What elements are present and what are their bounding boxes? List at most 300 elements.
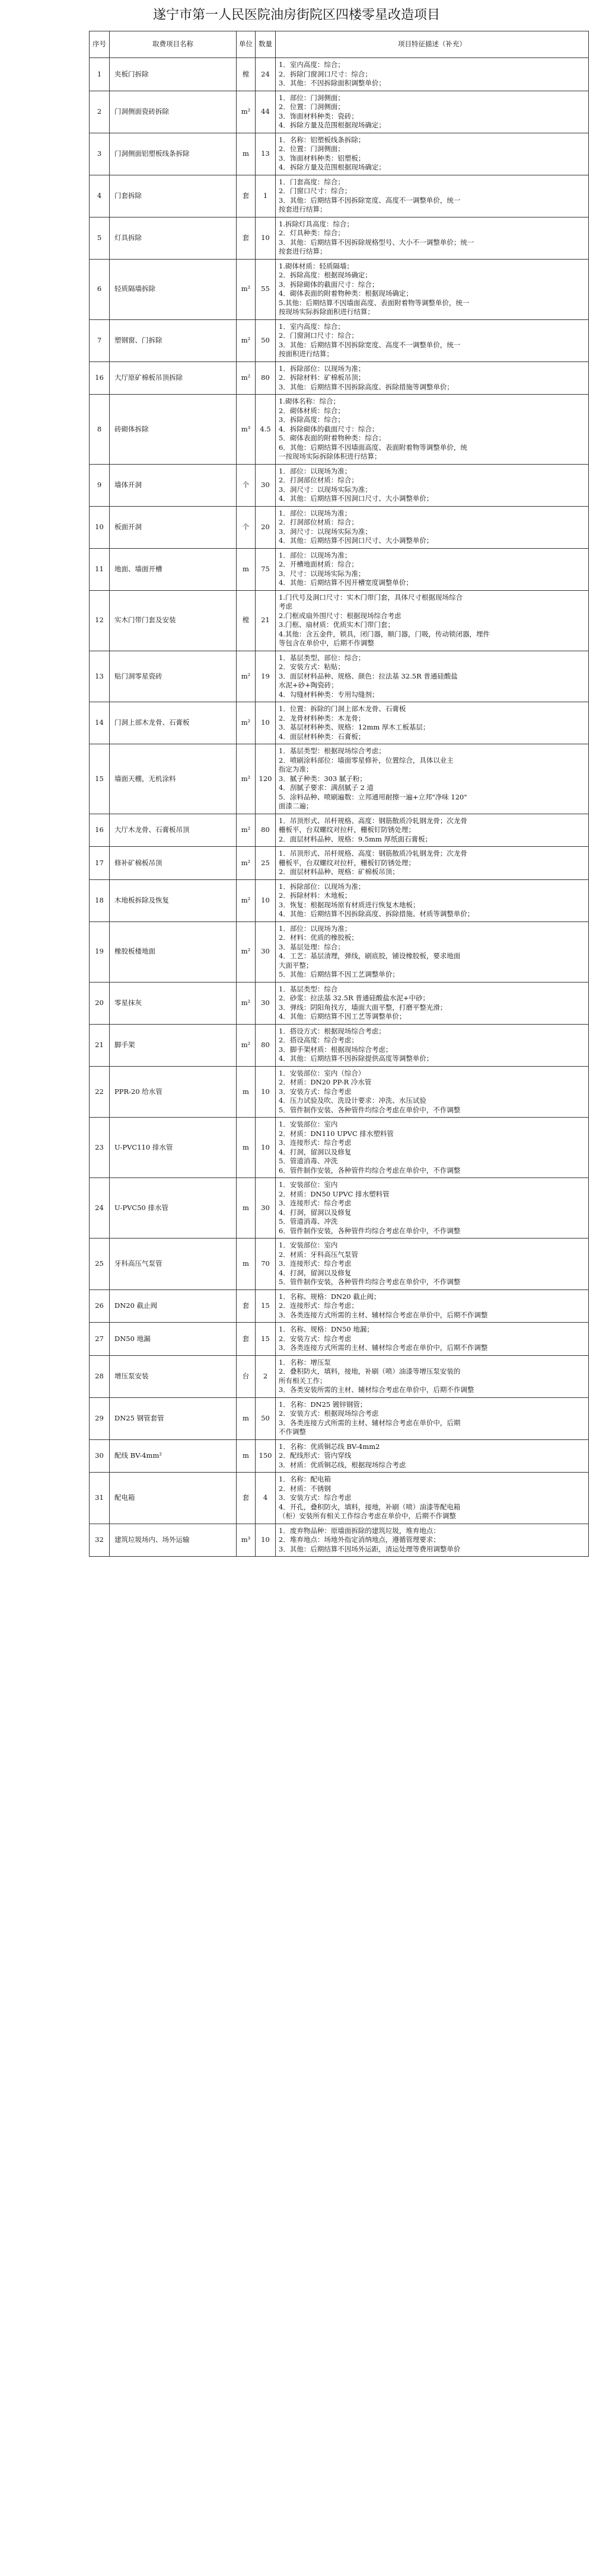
row-item-name: 门洞侧面瓷砖拆除 [110, 91, 237, 133]
table-row [90, 1289, 589, 1323]
row-item-name: 墙体开洞 [110, 464, 237, 506]
description-line: 4．其他：后期结算不因拆除高度、拆除措施、材质等调整单价； [279, 910, 474, 918]
table-body [90, 58, 589, 1557]
row-item-name: 实木门带门套及安装 [110, 590, 237, 651]
row-description [276, 1024, 589, 1066]
description-line: 6．管件制作安装，各种管件均综合考虑在单价中，不作调整 [279, 1226, 461, 1235]
row-description [276, 590, 589, 651]
description-line: 等包含在单价中，后期不作调整 [279, 639, 374, 647]
description-line: 4．开孔，叠积防火，填料，接地，补刷（喷）油漆等配电箱 [279, 1502, 461, 1511]
description-line: 3．其他：后期结算不因拆除高度、拆除措施等调整单价； [279, 382, 454, 391]
description-line: 3．连接形式：综合考虑 [279, 1259, 352, 1268]
table-row [90, 175, 589, 217]
description-line: 栅板平，台双螺纹对拉杆，栅板钉防锈处理； [279, 825, 415, 834]
description-line: 5．其他：后期结算不因工艺调整单价； [279, 970, 399, 978]
description-line: 5．涂料品种、喷刷遍数：立邦通用耐擦一遍+立邦"净味 120" [279, 792, 467, 801]
description-line: 4．工艺：基层清理，弹线，刷底胶，铺设橡胶板，要求地面 [279, 952, 461, 960]
row-item-name: DN50 地漏 [110, 1323, 237, 1356]
description-line: 2．拆除材料：矿棉板吊顶； [279, 373, 365, 382]
row-description [276, 651, 589, 702]
description-line: 3．连接形式：综合考虑 [279, 1199, 352, 1207]
table-row [90, 395, 589, 465]
table-row [90, 361, 589, 395]
row-unit: 个 [237, 464, 256, 506]
row-description [276, 464, 589, 506]
description-line: 1．名称：优质铜芯线 BV-4mm2 [279, 1442, 380, 1451]
row-seq: 23 [90, 1118, 110, 1178]
description-line: 4．压力试验及吹、洗设计要求：冲洗、水压试验 [279, 1096, 426, 1105]
row-description [276, 259, 589, 319]
description-line: 2．拆除材料：木地板； [279, 891, 352, 900]
description-line: 2．喷刷涂料部位：墙面零星修补，位置综合，具体以业主 [279, 756, 454, 764]
row-quantity: 30 [256, 464, 276, 506]
row-description [276, 1323, 589, 1356]
header-seq: 序号 [90, 31, 110, 58]
description-line: 3．洞尺寸：以现场实际为准； [279, 527, 372, 536]
description-line: 1．室内高度：综合； [279, 322, 345, 331]
header-quantity: 数量 [256, 31, 276, 58]
table-row [90, 1524, 589, 1557]
row-description [276, 814, 589, 847]
row-seq: 1 [90, 58, 110, 91]
row-description [276, 548, 589, 590]
row-unit: m [237, 133, 256, 175]
description-line: 4．刮腻子要求：满刮腻子 2 道 [279, 783, 374, 792]
row-unit: m² [237, 361, 256, 395]
description-line: 2．面层材料品种、规格：矿棉板吊顶； [279, 868, 399, 876]
description-line: 2.门框或扇外围尺寸：根据现场综合考虑 [279, 611, 401, 620]
row-item-name: 牙科高压气泵管 [110, 1239, 237, 1290]
description-line: 3．尺寸：以现场实际为准； [279, 569, 365, 578]
row-unit: 台 [237, 1355, 256, 1397]
row-quantity: 13 [256, 133, 276, 175]
description-line: 1.砌体名称：综合； [279, 397, 340, 405]
row-item-name: 砖砌体拆除 [110, 395, 237, 465]
description-line: 1．部位：以现场为准； [279, 466, 352, 475]
table-row [90, 548, 589, 590]
description-line: 1．位置：拆除的门洞上部木龙骨、石膏板 [279, 705, 406, 713]
description-line: 4．拆除砌体的截面尺寸：综合； [279, 424, 379, 433]
row-seq: 14 [90, 702, 110, 744]
row-item-name: 橡胶板楼地面 [110, 921, 237, 982]
row-quantity: 30 [256, 1178, 276, 1239]
description-line: 2．材质：DN110 UPVC 排水塑料管 [279, 1129, 394, 1138]
row-item-name: 门洞侧面铝塑板线条拆除 [110, 133, 237, 175]
table-row [90, 744, 589, 814]
row-description [276, 175, 589, 217]
row-seq: 27 [90, 1323, 110, 1356]
row-description [276, 921, 589, 982]
description-line: 2．打洞部位材质：综合； [279, 476, 358, 484]
description-line: 1．名称：铝塑板线条拆除； [279, 135, 365, 144]
row-description [276, 1439, 589, 1473]
row-quantity: 15 [256, 1289, 276, 1323]
row-quantity: 150 [256, 1439, 276, 1473]
row-quantity: 30 [256, 921, 276, 982]
table-row [90, 1239, 589, 1290]
description-line: 3．饰面材料种类：瓷砖； [279, 111, 358, 120]
description-line: 3．腻子种类：303 腻子粉； [279, 774, 366, 783]
table-row [90, 259, 589, 319]
description-line: 3．其他：后期结算不因场外运距，清运处理等费用调整单价 [279, 1544, 461, 1553]
description-line: 3．安装方式：综合考虑 [279, 1087, 352, 1096]
row-unit: m² [237, 744, 256, 814]
description-line: 2．材质：DN50 UPVC 排水塑料管 [279, 1189, 390, 1198]
table-row [90, 879, 589, 921]
description-line: 按现场实际拆除面积进行结算； [279, 308, 374, 316]
description-line: 3．拆除高度：综合； [279, 415, 345, 424]
row-description [276, 1289, 589, 1323]
row-quantity: 21 [256, 590, 276, 651]
row-unit: m [237, 1397, 256, 1439]
table-row [90, 1178, 589, 1239]
row-item-name: 塑钢窗、门拆除 [110, 319, 237, 361]
row-item-name: 大厅原矿棉板吊顶拆除 [110, 361, 237, 395]
row-quantity: 120 [256, 744, 276, 814]
row-quantity: 80 [256, 361, 276, 395]
description-line: 按套进行结算； [279, 205, 327, 213]
description-line: 3．各类连接方式所需的主材、辅材综合考虑在单价中，后期不作调整 [279, 1343, 488, 1352]
description-line: 2．砌体材质：综合； [279, 406, 345, 415]
row-unit: 个 [237, 506, 256, 548]
description-line: 1．门套高度：综合； [279, 177, 345, 186]
row-seq: 20 [90, 982, 110, 1024]
description-line: 2．叠积防火，填料，接地，补刷（喷）油漆等增压泵安装的 [279, 1367, 461, 1375]
row-item-name: 增压泵安装 [110, 1355, 237, 1397]
table-row [90, 982, 589, 1024]
description-line: 4．面层材料种类：石膏板； [279, 732, 365, 741]
row-item-name: 零星抹灰 [110, 982, 237, 1024]
row-item-name: DN20 截止阀 [110, 1289, 237, 1323]
description-line: 2．材质：DN20 PP-R 冷水管 [279, 1078, 372, 1086]
table-row [90, 133, 589, 175]
row-item-name: 脚手架 [110, 1024, 237, 1066]
table-header-row [90, 31, 589, 58]
row-unit: m³ [237, 1524, 256, 1557]
row-seq: 10 [90, 506, 110, 548]
row-description [276, 506, 589, 548]
description-line: 2．门窗洞口尺寸：综合； [279, 331, 358, 340]
description-line: 2．安装方式：粘贴； [279, 663, 345, 671]
row-unit: m² [237, 702, 256, 744]
row-unit: 樘 [237, 58, 256, 91]
description-line: 3．材质：优质铜芯线，根据现场综合考虑 [279, 1460, 406, 1469]
row-quantity: 15 [256, 1323, 276, 1356]
row-quantity: 10 [256, 1066, 276, 1118]
description-line: 3．弹线：阴阳角找方，墙面大面平整，打磨平整光滑； [279, 1003, 447, 1012]
row-quantity: 4 [256, 1473, 276, 1524]
row-unit: m [237, 1178, 256, 1239]
row-seq: 28 [90, 1355, 110, 1397]
description-line: 3．其他：后期结算不因拆除规格型号、大小不一调整单价；统一 [279, 238, 474, 247]
description-line: 1．吊顶形式、吊杆规格、高度：钢筋散质冷轧钢龙骨；次龙骨 [279, 849, 467, 857]
table-row [90, 464, 589, 506]
description-line: 1．安装部位：室内 [279, 1241, 338, 1249]
description-line: 3．安装方式：综合考虑 [279, 1493, 352, 1502]
row-seq: 12 [90, 590, 110, 651]
table-row [90, 1066, 589, 1118]
row-quantity: 10 [256, 1118, 276, 1178]
row-seq: 30 [90, 1439, 110, 1473]
description-line: 2．灯具种类：综合； [279, 229, 345, 237]
description-line: 5．管件制作安装、各种管件均综合考虑在单价中，不作调整 [279, 1105, 461, 1114]
description-line: 2．材料：优质的橡胶板； [279, 933, 358, 942]
row-item-name: 墙面天棚，无机涂料 [110, 744, 237, 814]
row-description [276, 133, 589, 175]
table-row [90, 1397, 589, 1439]
row-seq: 11 [90, 548, 110, 590]
description-line: 水泥+砂+陶瓷砖； [279, 681, 338, 689]
description-line: 6．其他：后期结算不因墙面高度、表面附着物等调整单价，统 [279, 443, 467, 452]
row-description [276, 217, 589, 259]
row-quantity: 4.5 [256, 395, 276, 465]
description-line: 2．搭设高度：综合考虑； [279, 1036, 358, 1044]
table-row [90, 1024, 589, 1066]
row-description [276, 982, 589, 1024]
description-line: 1．部位：以现场为准； [279, 508, 352, 517]
description-line: 1．废弃物品种：原墙面拆除的建筑垃圾，堆弃地点： [279, 1526, 440, 1535]
description-line: 1．名称、规格：DN50 地漏； [279, 1325, 374, 1333]
description-line: 2．堆弃地点：场地外指定消纳地点，遵循管理要求； [279, 1535, 440, 1544]
description-line: 3．脚手架材质：根据现场综合考虑； [279, 1045, 393, 1054]
row-unit: m³ [237, 395, 256, 465]
description-line: 1.砌体材质：轻质隔墙； [279, 261, 353, 270]
description-line: 1．安装部位：室内 [279, 1180, 338, 1189]
row-unit: m² [237, 259, 256, 319]
description-line: 3．各类连接方式所需的主材、辅材综合考虑在单价中，后期 [279, 1418, 461, 1427]
row-item-name: 夹板门拆除 [110, 58, 237, 91]
description-line: 3．面层材料品种、规格、颜色：拉法基 32.5R 普通硅酸盐 [279, 671, 458, 680]
row-seq: 18 [90, 879, 110, 921]
row-item-name: DN25 钢管套管 [110, 1397, 237, 1439]
row-seq: 24 [90, 1178, 110, 1239]
row-item-name: PPR-20 给水管 [110, 1066, 237, 1118]
row-unit: m [237, 548, 256, 590]
row-unit: m [237, 1118, 256, 1178]
description-line: 2．配线形式：管内穿线 [279, 1451, 352, 1460]
description-line: 3．拆除砌体的截面尺寸：综合； [279, 280, 379, 289]
description-line: 1．拆除部位：以现场为准； [279, 364, 365, 373]
table-row [90, 506, 589, 548]
row-unit: 套 [237, 1323, 256, 1356]
row-seq: 17 [90, 847, 110, 880]
row-quantity: 30 [256, 982, 276, 1024]
row-quantity: 55 [256, 259, 276, 319]
row-description [276, 1178, 589, 1239]
description-line: 3．洞尺寸：以现场实际为准； [279, 485, 372, 494]
table-row [90, 1118, 589, 1178]
description-line: 4．打洞，留洞以及修复 [279, 1268, 352, 1277]
row-description [276, 319, 589, 361]
description-line: 3．基层材料种类、规格：12mm 厚木工板基层； [279, 723, 430, 731]
description-line: 2．安装方式：综合考虑 [279, 1334, 352, 1343]
document-title: 遂宁市第一人民医院油房街院区四楼零星改造项目 [152, 8, 440, 23]
row-unit: m² [237, 982, 256, 1024]
row-description [276, 91, 589, 133]
row-quantity: 1 [256, 175, 276, 217]
row-description [276, 1473, 589, 1524]
row-quantity: 50 [256, 1397, 276, 1439]
description-line: 4．砌体表面的附着物种类：根据现场确定； [279, 289, 413, 297]
description-line: 考虑 [279, 602, 292, 610]
row-quantity: 80 [256, 814, 276, 847]
row-item-name: 建筑垃圾场内、场外运输 [110, 1524, 237, 1557]
row-unit: m [237, 1439, 256, 1473]
row-seq: 9 [90, 464, 110, 506]
description-line: 4．其他：后期结算不因洞口尺寸、大小调整单价； [279, 536, 433, 545]
row-description [276, 1355, 589, 1397]
description-line: 1．室内高度：综合； [279, 60, 345, 69]
description-line: 2．材质：不锈钢 [279, 1484, 331, 1493]
row-item-name: U-PVC110 排水管 [110, 1118, 237, 1178]
row-unit: m² [237, 814, 256, 847]
description-line: 2．开槽地面材质：综合； [279, 560, 358, 568]
row-item-name: 门洞上部木龙骨、石膏板 [110, 702, 237, 744]
description-line: 2．连接形式：综合考虑； [279, 1301, 358, 1310]
description-line: 1．名称：增压泵 [279, 1358, 331, 1367]
description-line: 1．安装部位：室内（综合） [279, 1068, 365, 1077]
description-line: 大面平整； [279, 961, 313, 969]
row-description [276, 361, 589, 395]
row-unit: 套 [237, 1289, 256, 1323]
description-line: 5．管道消毒、冲洗 [279, 1217, 338, 1225]
description-line: 3．其他：后期结算不因拆除宽度、高度不一调整单价，统一 [279, 196, 461, 204]
row-unit: m² [237, 319, 256, 361]
row-seq: 29 [90, 1397, 110, 1439]
row-seq: 6 [90, 259, 110, 319]
description-line: 指定为准； [279, 765, 313, 773]
description-line: 2．门窗口尺寸：综合； [279, 187, 352, 195]
row-unit: 套 [237, 175, 256, 217]
row-seq: 15 [90, 744, 110, 814]
description-line: 4．勾缝材料种类：专用勾缝剂； [279, 690, 379, 699]
table-row [90, 1355, 589, 1397]
row-description [276, 702, 589, 744]
row-unit: m² [237, 921, 256, 982]
description-line: 1．搭设方式：根据现场综合考虑； [279, 1026, 385, 1035]
row-item-name: 轻质隔墙拆除 [110, 259, 237, 319]
description-line: 1．部位：门洞侧面； [279, 93, 345, 102]
description-line: 2．打洞部位材质：综合； [279, 518, 358, 526]
description-line: 2．位置：门洞侧面； [279, 103, 345, 111]
description-line: 1．名称：配电箱 [279, 1475, 331, 1483]
table-row [90, 91, 589, 133]
table-row [90, 702, 589, 744]
table-row [90, 847, 589, 880]
row-unit: m² [237, 91, 256, 133]
row-item-name: 配电箱 [110, 1473, 237, 1524]
row-unit: m² [237, 651, 256, 702]
row-item-name: 灯具拆除 [110, 217, 237, 259]
row-seq: 31 [90, 1473, 110, 1524]
description-line: 3．饰面材料种类：铝塑板； [279, 153, 365, 162]
description-line: 3．基层处理：综合； [279, 942, 345, 951]
table-row [90, 651, 589, 702]
description-line: 4．拆除方量及范围根据现场确定； [279, 163, 385, 171]
row-quantity: 44 [256, 91, 276, 133]
row-unit: 樘 [237, 590, 256, 651]
table-row [90, 1323, 589, 1356]
row-item-name: 地面、墙面开槽 [110, 548, 237, 590]
table-row [90, 590, 589, 651]
description-line: 2．拆除门窗洞口尺寸：综合； [279, 69, 372, 78]
row-quantity: 10 [256, 1524, 276, 1557]
row-quantity: 70 [256, 1239, 276, 1290]
description-line: 1．部位：以现场为准； [279, 924, 352, 933]
row-item-name: 大厅木龙骨、石膏板吊顶 [110, 814, 237, 847]
description-line: 1.门代号及洞口尺寸：实木门带门套，具体尺寸根据现场综合 [279, 593, 463, 601]
description-line: 5．管件制作安装，各种管件均综合考虑在单价中，不作调整 [279, 1278, 461, 1286]
row-quantity: 10 [256, 879, 276, 921]
row-unit: m² [237, 879, 256, 921]
description-line: 不作调整 [279, 1428, 306, 1436]
description-line: 1．名称、规格：DN20 截止阀； [279, 1292, 381, 1301]
description-line: （柜）安装所有相关工作综合考虑在单价中，后期不作调整 [279, 1512, 456, 1520]
row-unit: m² [237, 847, 256, 880]
description-line: 所有相关工作； [279, 1376, 327, 1385]
row-seq: 2 [90, 91, 110, 133]
description-line: 2．安装方式：根据现场综合考虑 [279, 1409, 379, 1417]
row-description [276, 1118, 589, 1178]
row-description [276, 879, 589, 921]
description-line: 1．基层类型、部位：综合； [279, 653, 365, 662]
description-line: 栅板平，台双螺纹对拉杆，栅板钉防锈处理； [279, 858, 415, 867]
row-unit: 套 [237, 217, 256, 259]
description-line: 1．名称：DN25 镀锌钢管； [279, 1400, 367, 1409]
description-line: 3．各类安装所需的主材、辅材综合考虑在单价中，后期不作调整 [279, 1385, 474, 1394]
table-row [90, 319, 589, 361]
row-quantity: 75 [256, 548, 276, 590]
row-item-name: 配线 BV-4mm² [110, 1439, 237, 1473]
row-unit: m [237, 1239, 256, 1290]
table-row [90, 1439, 589, 1473]
description-line: 按套进行结算； [279, 247, 327, 255]
description-line: 4．拆除方量及范围根据现场确定； [279, 121, 385, 129]
row-item-name: U-PVC50 排水管 [110, 1178, 237, 1239]
description-line: 4．其他：后期结算不因拆除提供高度等调整单价； [279, 1054, 433, 1063]
row-seq: 5 [90, 217, 110, 259]
description-line: 4．打洞，留洞以及修复 [279, 1147, 352, 1156]
description-line: 1．部位：以现场为准； [279, 551, 352, 559]
row-seq: 22 [90, 1066, 110, 1118]
table-row [90, 921, 589, 982]
description-line: 4．其他：后期结算不因开槽宽度调整单价； [279, 578, 413, 587]
description-line: 按面积进行结算； [279, 350, 333, 358]
row-seq: 8 [90, 395, 110, 465]
table-row [90, 1473, 589, 1524]
header-unit: 单位 [237, 31, 256, 58]
row-quantity: 20 [256, 506, 276, 548]
description-line: 1．拆除部位：以现场为准； [279, 882, 365, 891]
row-quantity: 24 [256, 58, 276, 91]
description-line: 3．连接形式：综合考虑 [279, 1138, 352, 1147]
description-line: 5.其他：后期结算不因墙面高度、表面附着物等调整单价，统一 [279, 298, 470, 307]
row-description [276, 1524, 589, 1557]
row-description [276, 58, 589, 91]
row-quantity: 19 [256, 651, 276, 702]
row-unit: m² [237, 1024, 256, 1066]
row-seq: 21 [90, 1024, 110, 1066]
row-description [276, 1397, 589, 1439]
row-seq: 4 [90, 175, 110, 217]
description-line: 3．其他：后期结算不因拆除宽度、高度不一调整单价，统一 [279, 340, 461, 349]
row-unit: m [237, 1066, 256, 1118]
row-item-name: 木地板拆除及恢复 [110, 879, 237, 921]
row-quantity: 10 [256, 702, 276, 744]
row-seq: 26 [90, 1289, 110, 1323]
row-item-name: 板面开洞 [110, 506, 237, 548]
description-line: 面漆二遍； [279, 802, 313, 810]
